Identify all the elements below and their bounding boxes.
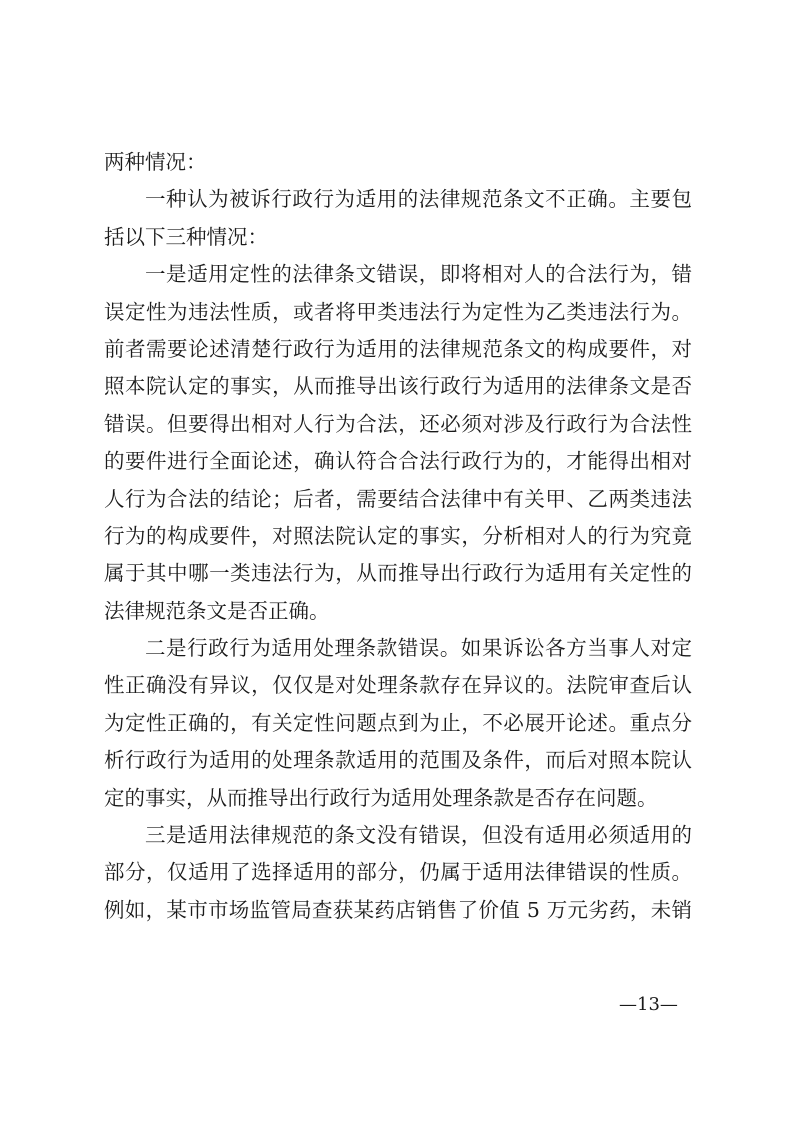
text-line: 错误。但要得出相对人行为合法，还必须对涉及行政行为合法性 <box>104 411 692 436</box>
paragraph-first-line: 三是适用法律规范的条文没有错误，但没有适用必须适用的 <box>145 823 692 848</box>
text-line: 括以下三种情况： <box>104 224 268 249</box>
text-line: 部分，仅适用了选择适用的部分，仍属于适用法律错误的性质。 <box>104 860 692 885</box>
text-line: 两种情况： <box>104 150 207 174</box>
text-line: 法律规范条文是否正确。 <box>104 598 330 623</box>
text-line: 行为的构成要件，对照法院认定的事实，分析相对人的行为究竟 <box>104 523 692 548</box>
text-line: 照本院认定的事实，从而推导出该行政行为适用的法律条文是否 <box>104 374 692 399</box>
paragraph-first-line: 一种认为被诉行政行为适用的法律规范条文不正确。主要包 <box>145 187 692 212</box>
text-line: 的要件进行全面论述，确认符合合法行政行为的，才能得出相对 <box>104 449 692 474</box>
text-line: 性正确没有异议，仅仅是对处理条款存在异议的。法院审查后认 <box>104 673 692 698</box>
text-line: 属于其中哪一类违法行为，从而推导出行政行为适用有关定性的 <box>104 561 692 586</box>
paragraph-first-line: 一是适用定性的法律条文错误，即将相对人的合法行为，错 <box>145 262 692 287</box>
page-number: —13— <box>619 994 678 1015</box>
text-line: 误定性为违法性质，或者将甲类违法行为定性为乙类违法行为。 <box>104 299 692 324</box>
paragraph-first-line: 二是行政行为适用处理条款错误。如果诉讼各方当事人对定 <box>145 636 692 661</box>
text-line: 定的事实，从而推导出行政行为适用处理条款是否存在问题。 <box>104 785 658 810</box>
text-line: 例如，某市市场监管局查获某药店销售了价值 5 万元劣药，未销 <box>104 897 692 922</box>
text-line: 析行政行为适用的处理条款适用的范围及条件，而后对照本院认 <box>104 748 692 773</box>
body-text <box>104 144 692 929</box>
text-line: 前者需要论述清楚行政行为适用的法律规范条文的构成要件，对 <box>104 336 692 361</box>
text-line: 人行为合法的结论；后者，需要结合法律中有关甲、乙两类违法 <box>104 486 692 511</box>
text-line: 为定性正确的，有关定性问题点到为止，不必展开论述。重点分 <box>104 710 692 735</box>
